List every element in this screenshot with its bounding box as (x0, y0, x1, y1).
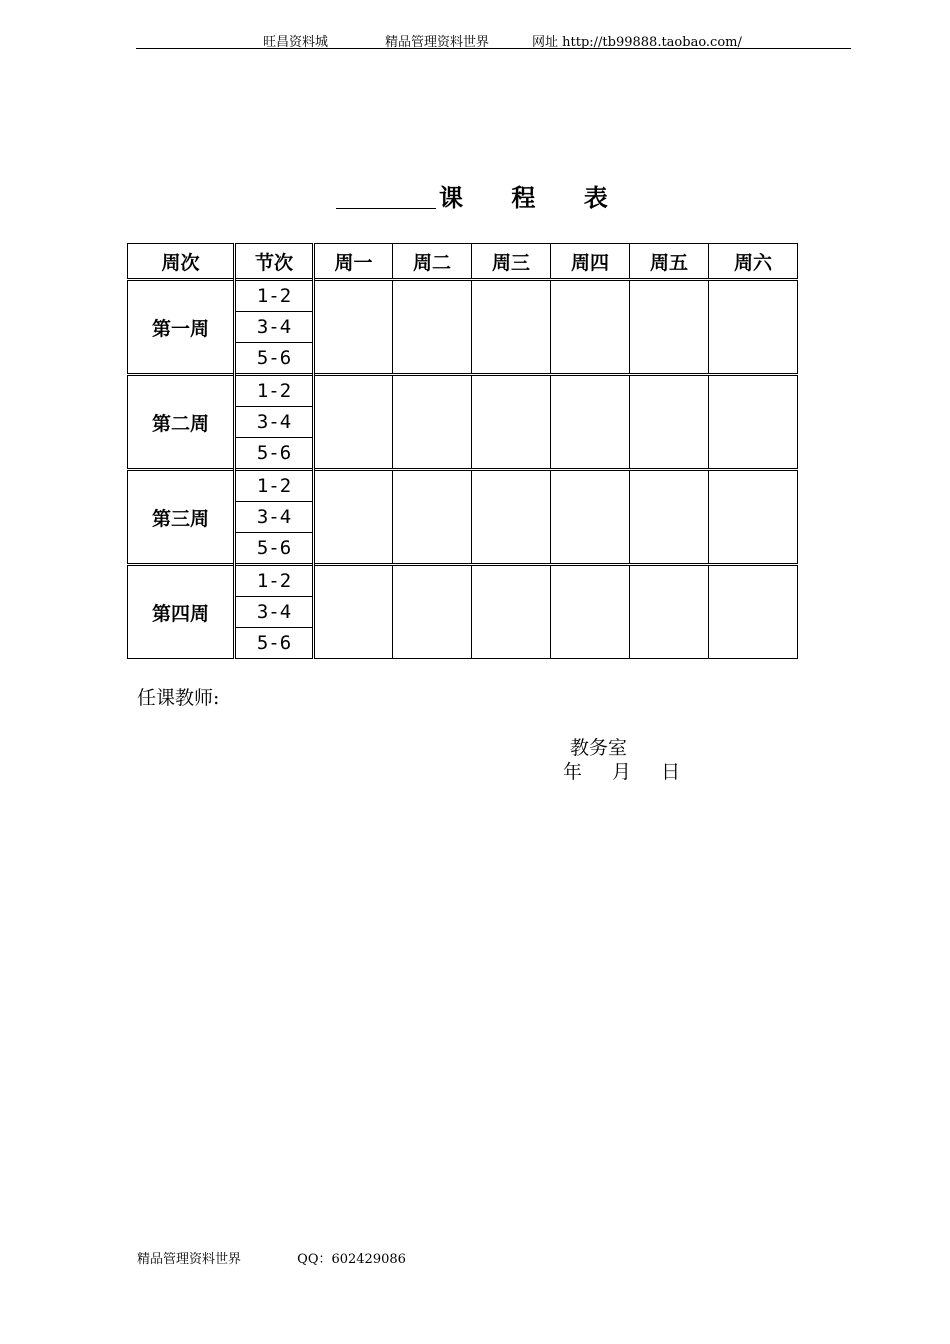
schedule-cell[interactable] (709, 280, 798, 375)
schedule-cell[interactable] (551, 565, 630, 659)
session-label: 1-2 (235, 470, 314, 502)
header-sat: 周六 (709, 244, 798, 280)
session-label: 5-6 (235, 628, 314, 659)
date-line: 年 月 日 (563, 761, 681, 783)
schedule-cell[interactable] (630, 280, 709, 375)
table-row (128, 280, 798, 312)
header-shop-name: 旺昌资料城 (263, 35, 329, 50)
schedule-cell[interactable] (551, 470, 630, 565)
schedule-table (127, 243, 798, 659)
schedule-cell[interactable] (709, 470, 798, 565)
schedule-cell[interactable] (472, 280, 551, 375)
schedule-cell[interactable] (472, 470, 551, 565)
header-session: 节次 (235, 244, 314, 280)
footer-qq: QQ：602429086 (297, 1252, 406, 1267)
schedule-cell[interactable] (314, 565, 393, 659)
page-footer (137, 1248, 458, 1267)
schedule-cell[interactable] (393, 470, 472, 565)
footer-site-name: 精品管理资料世界 (137, 1252, 242, 1267)
header-site-name: 精品管理资料世界 (385, 35, 490, 50)
table-row (128, 565, 798, 597)
schedule-cell[interactable] (709, 375, 798, 470)
teacher-label: 任课教师: (137, 687, 220, 709)
session-label: 3-4 (235, 597, 314, 628)
schedule-cell[interactable] (709, 565, 798, 659)
session-label: 3-4 (235, 407, 314, 438)
schedule-cell[interactable] (393, 280, 472, 375)
session-label: 1-2 (235, 280, 314, 312)
header-wed: 周三 (472, 244, 551, 280)
table-header-row (128, 244, 798, 280)
schedule-cell[interactable] (551, 375, 630, 470)
schedule-cell[interactable] (630, 470, 709, 565)
week-label: 第四周 (128, 565, 235, 659)
schedule-cell[interactable] (472, 375, 551, 470)
schedule-cell[interactable] (314, 470, 393, 565)
schedule-cell[interactable] (393, 565, 472, 659)
office-label: 教务室 (570, 737, 628, 759)
schedule-cell[interactable] (314, 375, 393, 470)
title-blank-line (336, 208, 436, 209)
table-row (128, 375, 798, 407)
page-title: 课 程 表 (439, 183, 628, 212)
table-row (128, 470, 798, 502)
session-label: 3-4 (235, 502, 314, 533)
session-label: 1-2 (235, 375, 314, 407)
session-label: 3-4 (235, 312, 314, 343)
header-thu: 周四 (551, 244, 630, 280)
schedule-cell[interactable] (551, 280, 630, 375)
schedule-cell[interactable] (472, 565, 551, 659)
schedule-cell[interactable] (630, 565, 709, 659)
schedule-cell[interactable] (393, 375, 472, 470)
session-label: 5-6 (235, 533, 314, 565)
header-fri: 周五 (630, 244, 709, 280)
header-url: 网址 http://tb99888.taobao.com/ (532, 35, 742, 50)
header-mon: 周一 (314, 244, 393, 280)
session-label: 5-6 (235, 343, 314, 375)
schedule-cell[interactable] (314, 280, 393, 375)
week-label: 第一周 (128, 280, 235, 375)
session-label: 5-6 (235, 438, 314, 470)
week-label: 第三周 (128, 470, 235, 565)
schedule-cell[interactable] (630, 375, 709, 470)
header-tue: 周二 (393, 244, 472, 280)
header-week: 周次 (128, 244, 235, 280)
week-label: 第二周 (128, 375, 235, 470)
session-label: 1-2 (235, 565, 314, 597)
header-rule (136, 48, 851, 49)
